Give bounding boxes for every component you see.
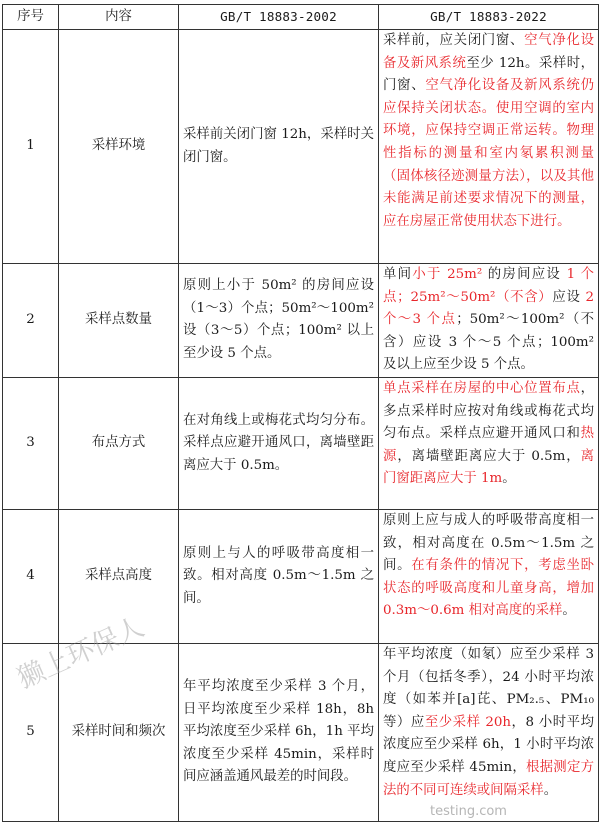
row-topic: 采样点数量 (59, 264, 179, 378)
new-standard-text (379, 643, 599, 821)
unchanged-text: 年平均浓度（如氡）应至少采样 3 个月（包括冬季），24 小时平均浓度（如苯并[a]芘、PM₂.₅、PM₁₀ 等）应 (383, 646, 594, 730)
unchanged-text: 的房间应设 (487, 267, 562, 282)
unchanged-text: ；50m²～100m²（不含）应设 3 个～5 个点；100m² 及以上应至少设 5 个点。 (383, 312, 595, 373)
changed-text: 小于 25m² (412, 267, 488, 282)
table-row (3, 643, 599, 821)
old-standard-text: 年平均浓度至少采样 3 个月，日平均浓度至少采样 18h，8h 平均浓度至少采样 6h，1h 平均浓度至少采样 45min，采样时间应涵盖通风最差的时间段。 (179, 643, 379, 821)
table-row (3, 377, 599, 509)
changed-text: 根据测定方法的不同可连续或间隔采样 (383, 759, 595, 798)
header-no: 序号 (3, 5, 59, 30)
row-topic: 采样点高度 (59, 509, 179, 643)
new-standard-text (379, 509, 599, 643)
header-row (3, 5, 599, 30)
watermark-site: testing.com (430, 804, 507, 819)
old-standard-text: 原则上小于 50m² 的房间应设（1～3）个点；50m²～100m² 设（3～5）个点；100m² 以上至少设 5 个点。 (179, 264, 379, 378)
table-row (3, 30, 599, 264)
table-row (3, 509, 599, 643)
watermark: 獭上环保人 (12, 611, 149, 695)
row-topic: 采样环境 (59, 30, 179, 264)
header-2022: GB/T 18883-2022 (379, 5, 599, 30)
changed-text: 离门窗距离应大于 1m (383, 448, 595, 487)
new-standard-text (379, 264, 599, 378)
header-content: 内容 (59, 5, 179, 30)
unchanged-text: 采样前，应关闭门窗、 (383, 33, 525, 48)
old-standard-text: 原则上与人的呼吸带高度相一致。相对高度 0.5m～1.5m 之间。 (179, 509, 379, 643)
changed-text: 空气净化设备及新风系统仍应保持关闭状态。使用空调的室内环境，应保持空调正常运转。物理性指标的测量和室内氡累积测量（固体核径迹测量方法），以及其他未能满足前述要求情况下的测量，应在房屋正常使用状态下进行。 (383, 78, 595, 229)
row-topic: 采样时间和频次 (59, 643, 179, 821)
changed-text: 热源 (383, 426, 594, 464)
changed-text: 空气净化设备及新风系统 (383, 33, 595, 71)
row-number: 5 (3, 643, 59, 821)
unchanged-text: 至少 12h。采样时，门窗、 (383, 55, 594, 94)
comparison-table (2, 4, 599, 822)
unchanged-text: 。 (562, 603, 576, 619)
new-standard-text (379, 30, 599, 264)
row-number: 4 (3, 509, 59, 643)
changed-text: 至少采样 20h (424, 714, 512, 730)
unchanged-text: 单间 (383, 267, 413, 282)
row-number: 2 (3, 264, 59, 378)
unchanged-text: ，离墙壁距离应大于 0.5m， (397, 448, 581, 464)
table-row (3, 264, 599, 378)
unchanged-text: 。 (502, 471, 516, 487)
changed-text: 2 个～3 个点 (383, 289, 594, 328)
changed-text: 在有条件的情况下，考虑坐卧状态的呼吸高度和儿童身高，增加 0.3m～0.6m 相对高度的采样 (383, 558, 595, 619)
header-2002: GB/T 18883-2002 (179, 5, 379, 30)
changed-text: 单点采样在房屋的中心位置布点 (383, 380, 581, 396)
old-standard-text: 采样前关闭门窗 12h，采样时关闭门窗。 (179, 30, 379, 264)
unchanged-text: 。 (543, 782, 558, 798)
unchanged-text: 原则上应与成人的呼吸带高度相一致，相对高度在 0.5m～1.5m 之间。 (383, 512, 594, 574)
row-topic: 布点方式 (59, 377, 179, 509)
unchanged-text: 应设 (552, 289, 586, 305)
changed-text: 1 个点；25m²～50m²（不含） (383, 267, 594, 305)
row-number: 3 (3, 377, 59, 509)
row-number: 1 (3, 30, 59, 264)
unchanged-text: ，多点采样时应按对角线或梅花式均匀布点。采样点应避开通风口和 (383, 380, 594, 442)
unchanged-text: ，8 小时平均浓度应至少采样 6h，1 小时平均浓度应至少采样 45min， (383, 714, 595, 775)
old-standard-text: 在对角线上或梅花式均匀分布。采样点应避开通风口，离墙壁距离应大于 0.5m。 (179, 377, 379, 509)
new-standard-text (379, 377, 599, 509)
